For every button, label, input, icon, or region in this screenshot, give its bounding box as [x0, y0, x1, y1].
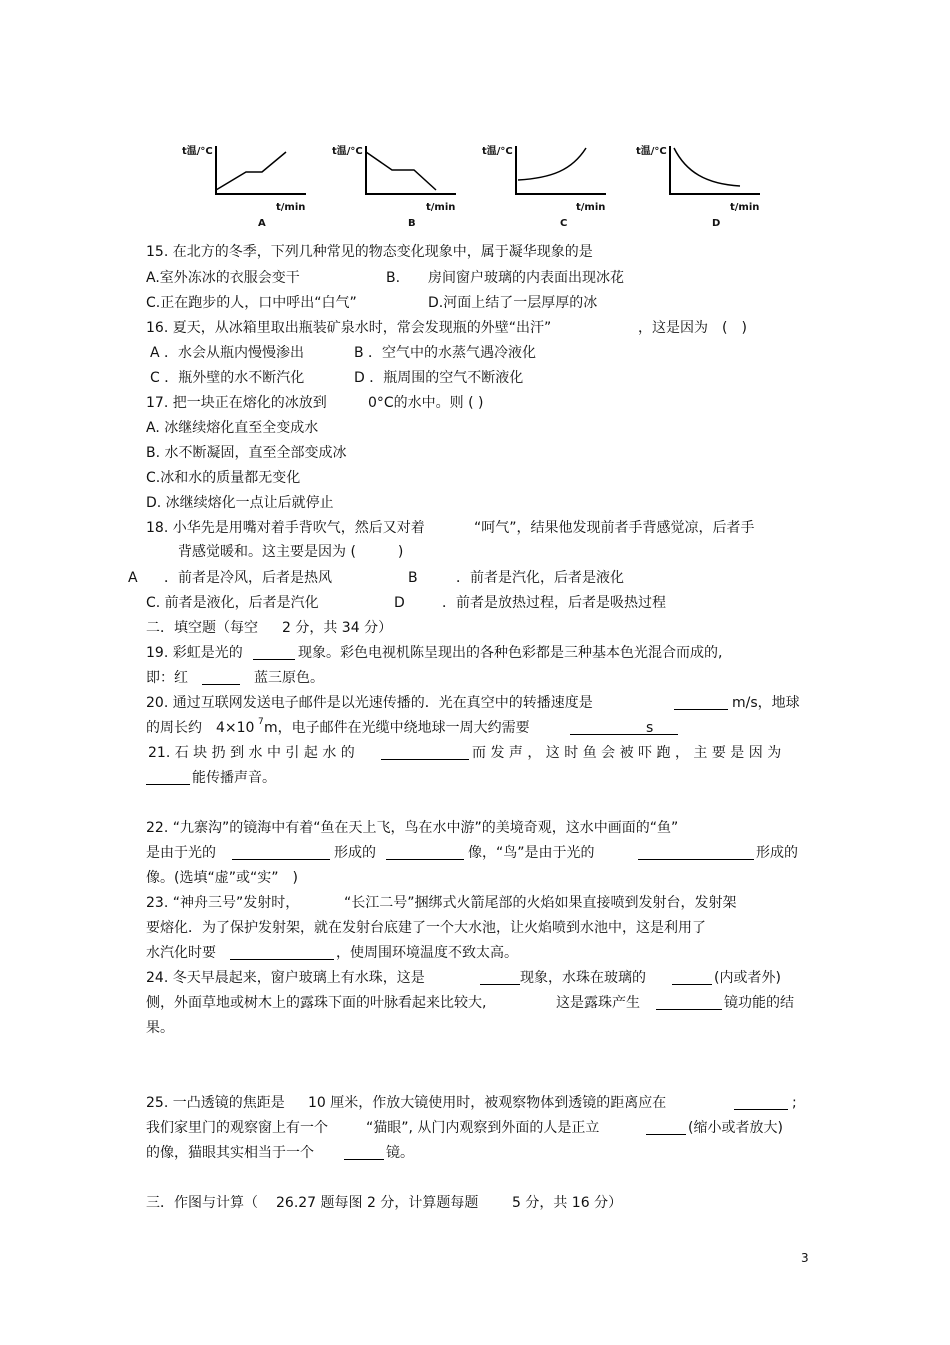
q15-option-d: D.河面上结了一层厚厚的冰 [428, 295, 598, 311]
q17-option-d: D. 冰继续熔化一点让后就停止 [146, 495, 334, 511]
q18-option-d-letter: D [394, 595, 405, 611]
q21-stem: 21. 石 块 扔 到 水 中 引 起 水 的 [148, 745, 355, 761]
q18-stem-cont: “呵气”，结果他发现前者手背感觉凉，后者手 [474, 520, 755, 536]
q15-option-c: C.正在跑步的人，口中呼出“白气” [146, 295, 357, 311]
q21-line2: 能传播声音。 [192, 770, 276, 786]
q20-blank-2 [570, 719, 646, 735]
q18-option-a: ．前者是冷风，后者是热风 [164, 570, 332, 586]
q22-stem: 22. “九寨沟”的镜海中有着“鱼在天上飞，鸟在水中游”的美境奇观，这水中画面的“鱼” [146, 820, 679, 836]
q22-line2-b: 形成的 [334, 845, 376, 861]
q17-stem-cont: 0°C的水中。则 ( ) [368, 395, 484, 411]
q24-line2-b: 这是露珠产生 [556, 995, 640, 1011]
graph-b-ylabel: t温/°C [332, 146, 363, 157]
graph-a [182, 132, 322, 228]
q18-option-a-letter: A [128, 570, 138, 586]
section-2-title: 二．填空题（每空 [146, 620, 258, 636]
q24-stem: 24. 冬天早晨起来，窗户玻璃上有水珠，这是 [146, 970, 425, 986]
q17-option-c: C.冰和水的质量都无变化 [146, 470, 301, 486]
q25-line2-b: “猫眼”, 从门内观察到外面的人是正立 [366, 1120, 600, 1136]
q20-line2: 的周长约 4×10 [146, 720, 255, 736]
q22-blank-2 [386, 844, 464, 860]
graph-a-ylabel: t温/°C [182, 146, 213, 157]
q17-option-a: A. 冰继续熔化直至全变成水 [146, 420, 319, 436]
q16-stem-cont: ，这是因为 ( ) [638, 320, 747, 336]
q20-unit: s [646, 720, 654, 736]
graph-d-ylabel: t温/°C [636, 146, 667, 157]
q19-stem-cont: 现象。彩色电视机陈呈现出的各种色彩都是三种基本色光混合而成的, [298, 645, 723, 661]
q15-stem: 15. 在北方的冬季，下列几种常见的物态变化现象中，属于凝华现象的是 [146, 244, 593, 260]
q20-blank-1 [674, 694, 728, 710]
q20-exponent: 7 [258, 717, 264, 727]
q22-line2-c: 像，“鸟”是由于光的 [468, 845, 595, 861]
graph-c-letter: C [560, 218, 568, 229]
page-number: 3 [801, 1251, 809, 1265]
q25-line3: 的像，猫眼其实相当于一个 [146, 1145, 314, 1161]
q23-stem: 23. “神舟三号”发射时， [146, 895, 300, 911]
q24-line2: 侧，外面草地或树木上的露珠下面的叶脉看起来比较大, [146, 995, 487, 1011]
graph-b-letter: B [408, 218, 416, 229]
graph-d [636, 132, 776, 228]
q23-line3: 水汽化时要 [146, 945, 216, 961]
q24-blank-3 [656, 994, 722, 1010]
q24-stem-c: (内或者外) [714, 970, 781, 986]
q16-stem: 16. 夏天，从冰箱里取出瓶装矿泉水时，常会发现瓶的外壁“出汗” [146, 320, 552, 336]
q16-option-b: B ．空气中的水蒸气遇冷液化 [354, 345, 537, 361]
q19-stem: 19. 彩虹是光的 [146, 645, 243, 661]
section-2-title-cont: 2 分，共 34 分） [282, 620, 393, 636]
q24-blank-1 [480, 969, 520, 985]
q25-line2: 我们家里门的观察窗上有一个 [146, 1120, 328, 1136]
graph-d-xlabel: t/min [730, 202, 760, 213]
q15-option-a: A.室外冻冰的衣服会变干 [146, 270, 300, 286]
q19-line2-cont: 蓝三原色。 [254, 670, 324, 686]
q20-blank-2-tail [646, 719, 678, 735]
q21-blank-2 [146, 769, 190, 785]
graph-a-letter: A [258, 218, 266, 229]
q17-option-b: B. 水不断凝固，直至全部变成冰 [146, 445, 347, 461]
graph-c [482, 132, 622, 228]
q21-stem-cont: 而 发 声 ， 这 时 鱼 会 被 吓 跑 ， 主 要 是 因 为 [472, 745, 782, 761]
q23-blank-1 [230, 944, 334, 960]
q20-stem-cont: m/s，地球 [732, 695, 800, 711]
q24-line2-c: 镜功能的结 [724, 995, 794, 1011]
q22-line2: 是由于光的 [146, 845, 216, 861]
section-3-title-c: 5 分，共 16 分） [512, 1195, 623, 1211]
q25-blank-1 [734, 1094, 788, 1110]
q15-option-b: B. 房间窗户玻璃的内表面出现冰花 [386, 270, 625, 286]
q22-line2-d: 形成的 [756, 845, 798, 861]
q21-blank-1 [381, 744, 469, 760]
section-3-title: 三．作图与计算（ [146, 1195, 258, 1211]
graph-c-xlabel: t/min [576, 202, 606, 213]
q18-option-d: ．前者是放热过程，后者是吸热过程 [442, 595, 666, 611]
q18-option-b: ．前者是汽化，后者是液化 [456, 570, 624, 586]
q24-stem-b: 现象，水珠在玻璃的 [520, 970, 646, 986]
q24-blank-2 [672, 969, 712, 985]
q25-stem-b: 10 厘米，作放大镜使用时，被观察物体到透镜的距离应在 [308, 1095, 667, 1111]
q25-stem-c: ; [792, 1095, 797, 1111]
q16-option-c: C ．瓶外壁的水不断汽化 [150, 370, 305, 386]
q22-line3: 像。(选填“虚”或“实” ) [146, 870, 298, 886]
graph-c-ylabel: t温/°C [482, 146, 513, 157]
q20-line2-cont: m，电子邮件在光缆中绕地球一周大约需要 [264, 720, 530, 736]
q25-blank-2 [646, 1119, 686, 1135]
q23-stem-cont: “长江二号”捆绑式火箭尾部的火焰如果直接喷到发射台，发射架 [344, 895, 737, 911]
q24-line3: 果。 [146, 1020, 174, 1036]
q19-line2: 即：红 [146, 670, 188, 686]
q18-option-b-letter: B [408, 570, 418, 586]
q25-blank-3 [344, 1144, 384, 1160]
q25-stem: 25. 一凸透镜的焦距是 [146, 1095, 285, 1111]
q22-blank-1 [232, 844, 330, 860]
q22-blank-3 [638, 844, 754, 860]
section-3-title-b: 26.27 题每图 2 分，计算题每题 [276, 1195, 479, 1211]
graph-b-xlabel: t/min [426, 202, 456, 213]
q16-option-a: A ．水会从瓶内慢慢渗出 [150, 345, 305, 361]
q25-line3-cont: 镜。 [386, 1145, 414, 1161]
q23-line2: 要熔化．为了保护发射架，就在发射台底建了一个大水池，让火焰喷到水池中，这是利用了 [146, 920, 706, 936]
q19-blank-1 [253, 644, 295, 660]
q25-line2-c: (缩小或者放大) [688, 1120, 783, 1136]
q18-stem: 18. 小华先是用嘴对着手背吹气，然后又对着 [146, 520, 425, 536]
q19-blank-2 [202, 669, 240, 685]
q17-stem: 17. 把一块正在熔化的冰放到 [146, 395, 327, 411]
q23-line3-cont: ，使周围环境温度不致太高。 [336, 945, 518, 961]
q18-option-c: C. 前者是液化，后者是汽化 [146, 595, 319, 611]
graph-d-letter: D [712, 218, 721, 229]
q20-stem: 20. 通过互联网发送电子邮件是以光速传播的．光在真空中的转播速度是 [146, 695, 593, 711]
q16-option-d: D ．瓶周围的空气不断液化 [354, 370, 524, 386]
graph-a-xlabel: t/min [276, 202, 306, 213]
graph-b [332, 132, 472, 228]
q18-stem-line2: 背感觉暖和。这主要是因为 ( ) [178, 544, 404, 560]
